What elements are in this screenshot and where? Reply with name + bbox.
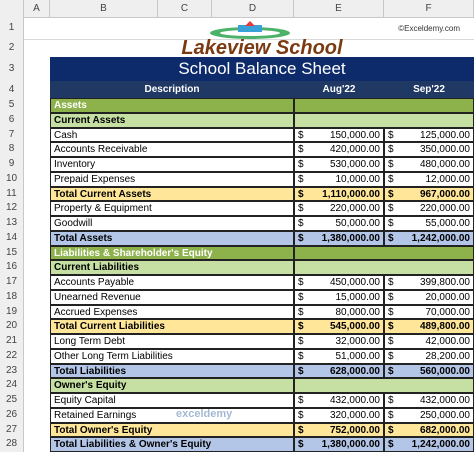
- sep-value-cell[interactable]: [384, 142, 474, 157]
- aug-value-cell[interactable]: [294, 334, 384, 349]
- amount-value: 1,380,000.00: [321, 232, 380, 244]
- cell-a[interactable]: [24, 290, 50, 305]
- table-row: [24, 364, 474, 379]
- cell-a[interactable]: [24, 98, 50, 113]
- line-label[interactable]: Inventory: [50, 157, 294, 172]
- section-fill[interactable]: [294, 113, 474, 128]
- cell-a[interactable]: [24, 349, 50, 364]
- amount-value: 399,800.00: [419, 277, 470, 288]
- amount-value: 70,000.00: [425, 306, 470, 318]
- aug-value-cell[interactable]: [294, 201, 384, 216]
- line-label[interactable]: Retained Earnings: [50, 408, 294, 423]
- aug-value-cell[interactable]: [294, 290, 384, 305]
- aug-value-cell[interactable]: [294, 364, 384, 379]
- aug-value-cell[interactable]: [294, 408, 384, 423]
- header-aug: Aug'22: [322, 84, 356, 95]
- line-label[interactable]: Current Assets: [50, 113, 294, 128]
- currency-symbol: $: [298, 129, 304, 141]
- amount-value: 752,000.00: [329, 424, 380, 436]
- aug-value-cell[interactable]: [294, 231, 384, 246]
- school-logo: [208, 21, 292, 39]
- line-label[interactable]: Other Long Term Liabilities: [50, 349, 294, 364]
- aug-value-cell[interactable]: [294, 216, 384, 231]
- currency-symbol: $: [388, 144, 394, 156]
- row-header-9[interactable]: 9: [0, 157, 24, 172]
- amount-value: 560,000.00: [419, 365, 470, 377]
- row-header-14[interactable]: 14: [0, 231, 24, 246]
- table-row: [24, 378, 474, 393]
- currency-symbol: $: [298, 439, 304, 451]
- amount-value: 125,000.00: [419, 129, 470, 141]
- amount-value: 1,110,000.00: [322, 188, 380, 200]
- amount-value: 450,000.00: [329, 277, 380, 288]
- line-label[interactable]: Accrued Expenses: [50, 305, 294, 320]
- sep-value-cell[interactable]: [384, 290, 474, 305]
- amount-value: 1,380,000.00: [321, 439, 380, 451]
- cell-a[interactable]: [24, 113, 50, 128]
- table-row: [24, 275, 474, 290]
- aug-value-cell[interactable]: [294, 393, 384, 408]
- currency-symbol: $: [298, 350, 304, 362]
- cell-a[interactable]: [24, 319, 50, 334]
- row-header-15[interactable]: 15: [0, 246, 24, 261]
- amount-value: 20,000.00: [425, 291, 470, 303]
- amount-value: 682,000.00: [419, 424, 470, 436]
- amount-value: 480,000.00: [419, 159, 470, 170]
- sep-value-cell[interactable]: [384, 319, 474, 334]
- sheet-title: School Balance Sheet: [50, 57, 474, 81]
- section-fill[interactable]: [294, 378, 474, 393]
- amount-value: 55,000.00: [425, 218, 470, 229]
- currency-symbol: $: [388, 424, 394, 436]
- aug-value-cell[interactable]: [294, 142, 384, 157]
- amount-value: 432,000.00: [419, 395, 470, 406]
- cell-a[interactable]: [24, 378, 50, 393]
- column-header-d[interactable]: D: [212, 0, 294, 17]
- cell-a[interactable]: [24, 231, 50, 246]
- table-row: [24, 349, 474, 364]
- table-row: [24, 187, 474, 202]
- cell-a[interactable]: [24, 275, 50, 290]
- amount-value: 1,242,000.00: [411, 439, 470, 451]
- aug-value-cell[interactable]: [294, 128, 384, 143]
- table-row: [24, 319, 474, 334]
- currency-symbol: $: [298, 203, 304, 215]
- row-header-19[interactable]: 19: [0, 305, 24, 320]
- row-header-20[interactable]: 20: [0, 319, 24, 334]
- line-label[interactable]: Assets: [50, 98, 294, 113]
- currency-symbol: $: [298, 291, 304, 303]
- cell-a[interactable]: [24, 408, 50, 423]
- currency-symbol: $: [298, 277, 304, 288]
- table-row: [24, 172, 474, 187]
- line-label[interactable]: Accounts Receivable: [50, 142, 294, 157]
- sep-value-cell[interactable]: [384, 157, 474, 172]
- aug-value-cell[interactable]: [294, 187, 384, 202]
- amount-value: 28,200.00: [425, 350, 470, 362]
- cell-a[interactable]: [24, 142, 50, 157]
- aug-value-cell[interactable]: [294, 157, 384, 172]
- currency-symbol: $: [298, 336, 304, 347]
- currency-symbol: $: [298, 173, 304, 185]
- header-sep: Sep'22: [413, 84, 445, 95]
- section-fill[interactable]: [294, 260, 474, 275]
- table-row: [24, 393, 474, 408]
- row-3: [24, 57, 474, 81]
- line-label[interactable]: Total Owner's Equity: [50, 423, 294, 438]
- table-row: [24, 201, 474, 216]
- line-label[interactable]: Prepaid Expenses: [50, 172, 294, 187]
- row-header-18[interactable]: 18: [0, 290, 24, 305]
- column-header-e[interactable]: E: [294, 0, 384, 17]
- amount-value: 32,000.00: [335, 336, 380, 347]
- row-header-25[interactable]: 25: [0, 393, 24, 408]
- currency-symbol: $: [298, 321, 304, 333]
- currency-symbol: $: [388, 409, 394, 421]
- table-row: [24, 157, 474, 172]
- header-description: Description: [144, 84, 200, 95]
- row-header-1[interactable]: 1: [0, 17, 24, 39]
- currency-symbol: $: [298, 365, 304, 377]
- amount-value: 320,000.00: [329, 409, 380, 421]
- line-label[interactable]: Accounts Payable: [50, 275, 294, 290]
- row-header-2[interactable]: 2: [0, 39, 24, 57]
- line-label[interactable]: Current Liabilities: [50, 260, 294, 275]
- cell-a[interactable]: [24, 172, 50, 187]
- amount-value: 51,000.00: [335, 350, 380, 362]
- row-header-17[interactable]: 17: [0, 275, 24, 290]
- amount-value: 80,000.00: [335, 306, 380, 318]
- currency-symbol: $: [388, 350, 394, 362]
- line-label[interactable]: Cash: [50, 128, 294, 143]
- cell-a[interactable]: [24, 423, 50, 438]
- currency-symbol: $: [298, 395, 304, 406]
- currency-symbol: $: [388, 336, 394, 347]
- cell-a[interactable]: [24, 393, 50, 408]
- amount-value: 350,000.00: [419, 144, 470, 156]
- table-row: [24, 305, 474, 320]
- cell-a[interactable]: [24, 260, 50, 275]
- amount-value: 12,000.00: [425, 173, 470, 185]
- line-label[interactable]: Equity Capital: [50, 393, 294, 408]
- cell-a[interactable]: [24, 201, 50, 216]
- cell-a[interactable]: [24, 364, 50, 379]
- row-4: [24, 81, 474, 98]
- table-row: [24, 98, 474, 113]
- currency-symbol: $: [298, 218, 304, 229]
- currency-symbol: $: [388, 203, 394, 215]
- currency-symbol: $: [298, 409, 304, 421]
- row-header-22[interactable]: 22: [0, 349, 24, 364]
- currency-symbol: $: [388, 218, 394, 229]
- row-header-27[interactable]: 27: [0, 423, 24, 438]
- currency-symbol: $: [298, 424, 304, 436]
- amount-value: 250,000.00: [419, 409, 470, 421]
- amount-value: 489,800.00: [419, 321, 470, 333]
- line-label[interactable]: Total Current Assets: [50, 187, 294, 202]
- line-label[interactable]: Total Liabilities & Owner's Equity: [50, 437, 294, 452]
- row-header-23[interactable]: 23: [0, 364, 24, 379]
- sep-value-cell[interactable]: [384, 334, 474, 349]
- line-label[interactable]: Total Current Liabilities: [50, 319, 294, 334]
- sep-value-cell[interactable]: [384, 128, 474, 143]
- table-row: [24, 437, 474, 452]
- currency-symbol: $: [298, 144, 304, 156]
- row-header-21[interactable]: 21: [0, 334, 24, 349]
- row-header-10[interactable]: 10: [0, 172, 24, 187]
- currency-symbol: $: [298, 159, 304, 170]
- amount-value: 15,000.00: [335, 291, 380, 303]
- sep-value-cell[interactable]: [384, 393, 474, 408]
- table-row: [24, 246, 474, 261]
- amount-value: 10,000.00: [335, 173, 380, 185]
- table-row: [24, 334, 474, 349]
- amount-value: 50,000.00: [335, 218, 380, 229]
- aug-value-cell[interactable]: [294, 275, 384, 290]
- column-header-a[interactable]: A: [24, 0, 50, 17]
- row-header-13[interactable]: 13: [0, 216, 24, 231]
- row-header-28[interactable]: 28: [0, 437, 24, 452]
- amount-value: 42,000.00: [425, 336, 470, 347]
- cell-a[interactable]: [24, 246, 50, 261]
- table-row: [24, 408, 474, 423]
- amount-value: 220,000.00: [419, 203, 470, 215]
- table-row: [24, 113, 474, 128]
- sep-value-cell[interactable]: [384, 172, 474, 187]
- cell-a[interactable]: [24, 187, 50, 202]
- school-name: Lakeview School: [181, 39, 343, 57]
- sep-value-cell[interactable]: [384, 187, 474, 202]
- watermark-text: ©Exceldemy.com: [398, 24, 460, 33]
- sep-value-cell[interactable]: [384, 305, 474, 320]
- cell-a[interactable]: [24, 305, 50, 320]
- row-header-3[interactable]: 3: [0, 57, 24, 81]
- row-header-5[interactable]: 5: [0, 98, 24, 113]
- sep-value-cell[interactable]: [384, 201, 474, 216]
- row-header-4[interactable]: 4: [0, 81, 24, 98]
- amount-value: 628,000.00: [329, 365, 380, 377]
- row-header-6[interactable]: 6: [0, 113, 24, 128]
- sep-value-cell[interactable]: [384, 364, 474, 379]
- currency-symbol: $: [298, 188, 304, 200]
- amount-value: 545,000.00: [329, 321, 380, 333]
- currency-symbol: $: [388, 159, 394, 170]
- aug-value-cell[interactable]: [294, 305, 384, 320]
- section-fill[interactable]: [294, 246, 474, 261]
- amount-value: 967,000.00: [419, 188, 470, 200]
- cell-a[interactable]: [24, 216, 50, 231]
- row-header-16[interactable]: 16: [0, 260, 24, 275]
- column-header-bar: [0, 0, 474, 18]
- sep-value-cell[interactable]: [384, 275, 474, 290]
- table-row: [24, 260, 474, 275]
- sep-value-cell[interactable]: [384, 423, 474, 438]
- sep-value-cell[interactable]: [384, 231, 474, 246]
- amount-value: 150,000.00: [329, 129, 380, 141]
- row-header-7[interactable]: 7: [0, 128, 24, 143]
- line-label[interactable]: Total Liabilities: [50, 364, 294, 379]
- cell-a[interactable]: [24, 157, 50, 172]
- amount-value: 220,000.00: [329, 203, 380, 215]
- line-label[interactable]: Liabilities & Shareholder's Equity: [50, 246, 294, 261]
- currency-symbol: $: [388, 232, 394, 244]
- currency-symbol: $: [388, 365, 394, 377]
- aug-value-cell[interactable]: [294, 423, 384, 438]
- currency-symbol: $: [388, 173, 394, 185]
- aug-value-cell[interactable]: [294, 172, 384, 187]
- amount-value: 420,000.00: [329, 144, 380, 156]
- currency-symbol: $: [388, 306, 394, 318]
- table-row: [24, 423, 474, 438]
- currency-symbol: $: [388, 321, 394, 333]
- sep-value-cell[interactable]: [384, 216, 474, 231]
- table-row: [24, 290, 474, 305]
- column-header-b[interactable]: B: [50, 0, 158, 17]
- aug-value-cell[interactable]: [294, 437, 384, 452]
- line-label[interactable]: Property & Equipment: [50, 201, 294, 216]
- column-header-f[interactable]: F: [384, 0, 474, 17]
- watermark-bottom: exceldemy: [176, 408, 233, 420]
- currency-symbol: $: [388, 395, 394, 406]
- currency-symbol: $: [298, 306, 304, 318]
- row-header-8[interactable]: 8: [0, 142, 24, 157]
- sep-value-cell[interactable]: [384, 349, 474, 364]
- row-header-24[interactable]: 24: [0, 378, 24, 393]
- amount-value: 432,000.00: [329, 395, 380, 406]
- line-label[interactable]: Owner's Equity: [50, 378, 294, 393]
- line-label[interactable]: Goodwill: [50, 216, 294, 231]
- table-row: [24, 231, 474, 246]
- sep-value-cell[interactable]: [384, 437, 474, 452]
- section-fill[interactable]: [294, 98, 474, 113]
- amount-value: 1,242,000.00: [411, 232, 470, 244]
- currency-symbol: $: [388, 188, 394, 200]
- select-all-corner[interactable]: [0, 0, 24, 17]
- line-label[interactable]: Total Assets: [50, 231, 294, 246]
- currency-symbol: $: [298, 232, 304, 244]
- row-header-12[interactable]: 12: [0, 201, 24, 216]
- cell-a[interactable]: [24, 437, 50, 452]
- currency-symbol: $: [388, 439, 394, 451]
- row-header-26[interactable]: 26: [0, 408, 24, 423]
- table-row: [24, 128, 474, 143]
- currency-symbol: $: [388, 129, 394, 141]
- cell-a[interactable]: [24, 334, 50, 349]
- column-header-c[interactable]: C: [158, 0, 212, 17]
- row-2: [24, 39, 474, 57]
- currency-symbol: $: [388, 291, 394, 303]
- amount-value: 530,000.00: [329, 159, 380, 170]
- sep-value-cell[interactable]: [384, 408, 474, 423]
- currency-symbol: $: [388, 277, 394, 288]
- aug-value-cell[interactable]: [294, 319, 384, 334]
- line-label[interactable]: Unearned Revenue: [50, 290, 294, 305]
- aug-value-cell[interactable]: [294, 349, 384, 364]
- row-header-11[interactable]: 11: [0, 187, 24, 202]
- table-row: [24, 142, 474, 157]
- cell-a[interactable]: [24, 128, 50, 143]
- table-row: [24, 216, 474, 231]
- line-label[interactable]: Long Term Debt: [50, 334, 294, 349]
